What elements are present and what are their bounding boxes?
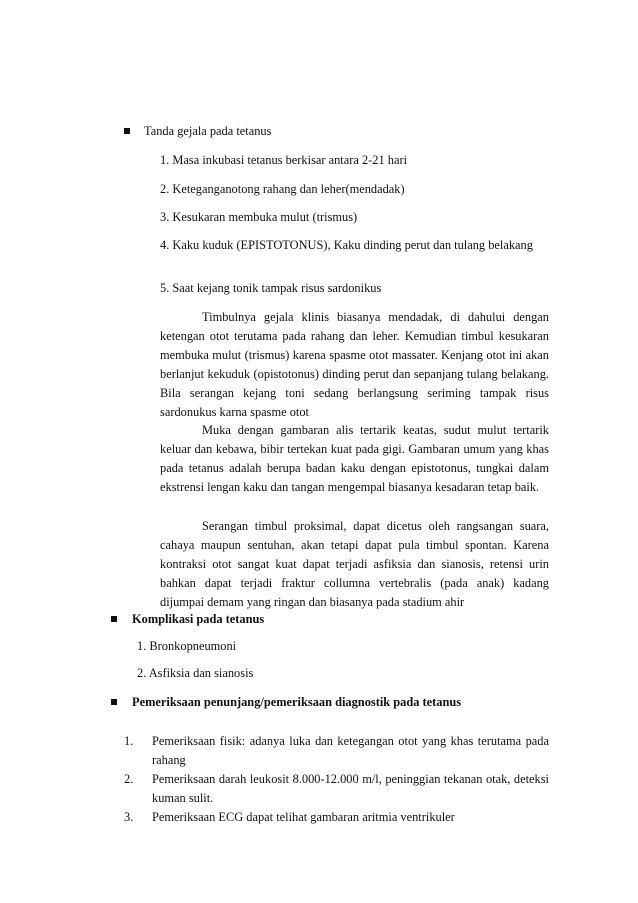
list-item: 2. Asfiksia dan sianosis [137,666,254,680]
square-bullet-icon [111,616,117,622]
item-number: 1. [124,734,134,748]
list-item [124,808,549,827]
item-text: Pemeriksaan fisik: adanya luka dan ketegangan otot yang khas terutama pada rahang [152,734,549,767]
paragraph: Timbulnya gejala klinis biasanya mendadak, di dahului dengan ketengan otot terutama pada rahang dan leher. Kemudian timbul kesukaran membuka mulut (trismus) karena spasme otot massater. Kenjang otot ini akan berlanjut kekuduk (opistotonus) dinding perut dan sepanjang tulang belakang. Bila serangan kejang toni sedang berlangsung seriming tampak risus sardonukus karna spasme otot [160,310,549,419]
item-number: 2. [124,772,134,786]
heading-text: Komplikasi pada tetanus [132,612,265,626]
list-item [124,770,549,808]
list-item: 2. Keteganganotong rahang dan leher(mendadak) [160,182,405,196]
list-item: 1. Masa inkubasi tetanus berkisar antara 2-21 hari [160,153,408,167]
square-bullet-icon [111,699,117,705]
list-item [124,732,549,770]
paragraph: Muka dengan gambaran alis tertarik keatas, sudut mulut tertarik keluar dan kebawa, bibir tertekan kuat pada gigi. Gambaran umum yang khas pada tetanus adalah berupa badan kaku dengan epistotonus, tungkai dalam ekstrensi lengan kaku dan tangan mengempal biasanya kesadaran tetap baik. [160,423,549,494]
item-text: Pemeriksaan ECG dapat telihat gambaran aritmia ventrikuler [152,810,455,824]
paragraph: Serangan timbul proksimal, dapat dicetus oleh rangsangan suara, cahaya maupun sentuhan, akan tetapi dapat pula timbul spontan. Karena kontraksi otot sangat kuat dapat terjadi asfiksia dan sianosis, retensi urin bahkan dapat terjadi fraktur collumna vertebralis (pada anak) kadang dijumpai demam yang ringan dan biasanya pada stadium ahir [160,519,549,609]
square-bullet-icon [124,128,130,134]
heading-text: Tanda gejala pada tetanus [144,124,272,138]
item-number: 3. [124,810,134,824]
section-heading-komplikasi [111,610,264,629]
list-item: 4. Kaku kuduk (EPISTOTONUS), Kaku dinding perut dan tulang belakang [160,238,533,252]
heading-text: Pemeriksaan penunjang/pemeriksaan diagnostik pada tetanus [132,695,462,709]
section-heading-pemeriksaan [111,693,461,712]
section-heading-tanda-gejala [124,122,271,141]
list-item: 3. Kesukaran membuka mulut (trismus) [160,210,358,224]
list-item: 1. Bronkopneumoni [137,639,237,653]
list-item: 5. Saat kejang tonik tampak risus sardonikus [160,281,382,295]
item-text: Pemeriksaan darah leukosit 8.000-12.000 m/l, peninggian tekanan otak, deteksi kuman sulit. [152,772,549,805]
numbered-list [124,732,549,827]
